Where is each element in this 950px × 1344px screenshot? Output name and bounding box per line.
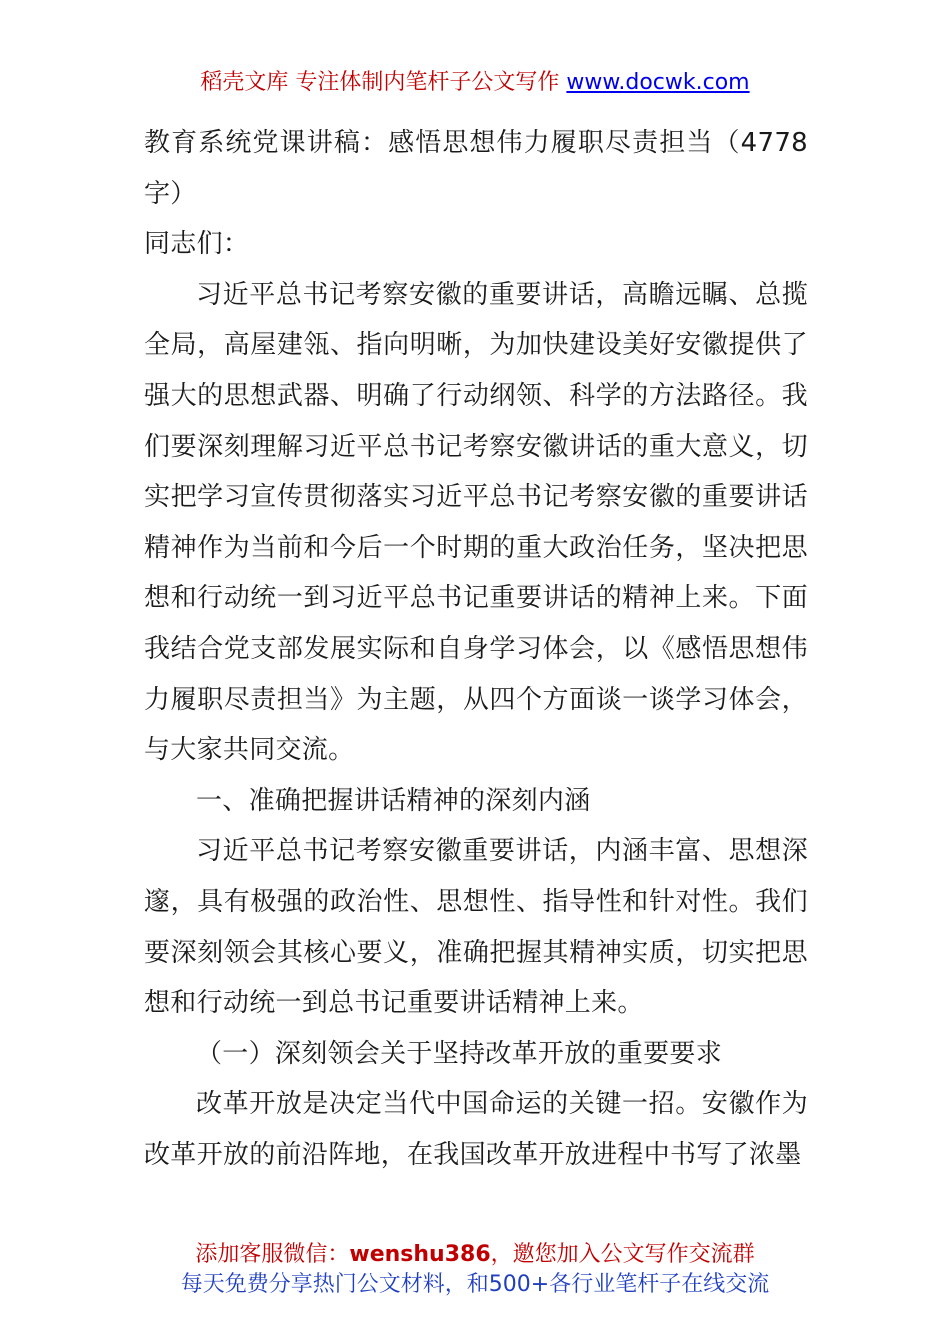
paragraph-intro: 习近平总书记考察安徽的重要讲话，高瞻远瞩、总揽全局，高屋建瓴、指向明晰，为加快建设美好安徽提供了强大的思想武器、明确了行动纲领、科学的方法路径。我们要深刻理解习近平总书记考察安徽讲话的重大意义，切实把学习宣传贯彻落实习近平总书记考察安徽的重要讲话精神作为当前和今后一个时期的重大政治任务，坚决把思想和行动统一到习近平总书记重要讲话的精神上来。下面我结合党支部发展实际和自身学习体会，以《感悟思想伟力履职尽责担当》为主题，从四个方面谈一谈学习体会，与大家共同交流。 xyxy=(144,279,808,766)
document-title: 教育系统党课讲稿：感悟思想伟力履职尽责担当（4778字） xyxy=(144,128,808,209)
footer-wechat-label: 添加客服微信： xyxy=(195,1242,350,1267)
page-header xyxy=(0,68,950,98)
brand-text: 稻壳文库 专注体制内笔杆子公文写作 xyxy=(200,70,567,95)
page-footer xyxy=(0,1240,950,1300)
footer-line-1 xyxy=(0,1240,950,1270)
document-body xyxy=(144,118,808,1180)
footer-invite-text: ，邀您加入公文写作交流群 xyxy=(490,1242,755,1267)
greeting: 同志们： xyxy=(144,229,250,260)
footer-line-2: 每天免费分享热门公文材料，和500+各行业笔杆子在线交流 xyxy=(180,1272,770,1297)
paragraph-section-1: 习近平总书记考察安徽重要讲话，内涵丰富、思想深邃，具有极强的政治性、思想性、指导性和针对性。我们要深刻领会其核心要义，准确把握其精神实质，切实把思想和行动统一到总书记重要讲话精神上来。 xyxy=(144,836,808,1019)
footer-wechat-id: wenshu386 xyxy=(349,1242,491,1267)
subsection-heading-1: （一）深刻领会关于坚持改革开放的重要要求 xyxy=(196,1038,723,1069)
website-link[interactable]: www.docwk.com xyxy=(566,70,750,95)
paragraph-subsection-1: 改革开放是决定当代中国命运的关键一招。安徽作为改革开放的前沿阵地，在我国改革开放进程中书写了浓墨 xyxy=(144,1089,808,1170)
section-heading-1: 一、准确把握讲话精神的深刻内涵 xyxy=(196,785,591,816)
